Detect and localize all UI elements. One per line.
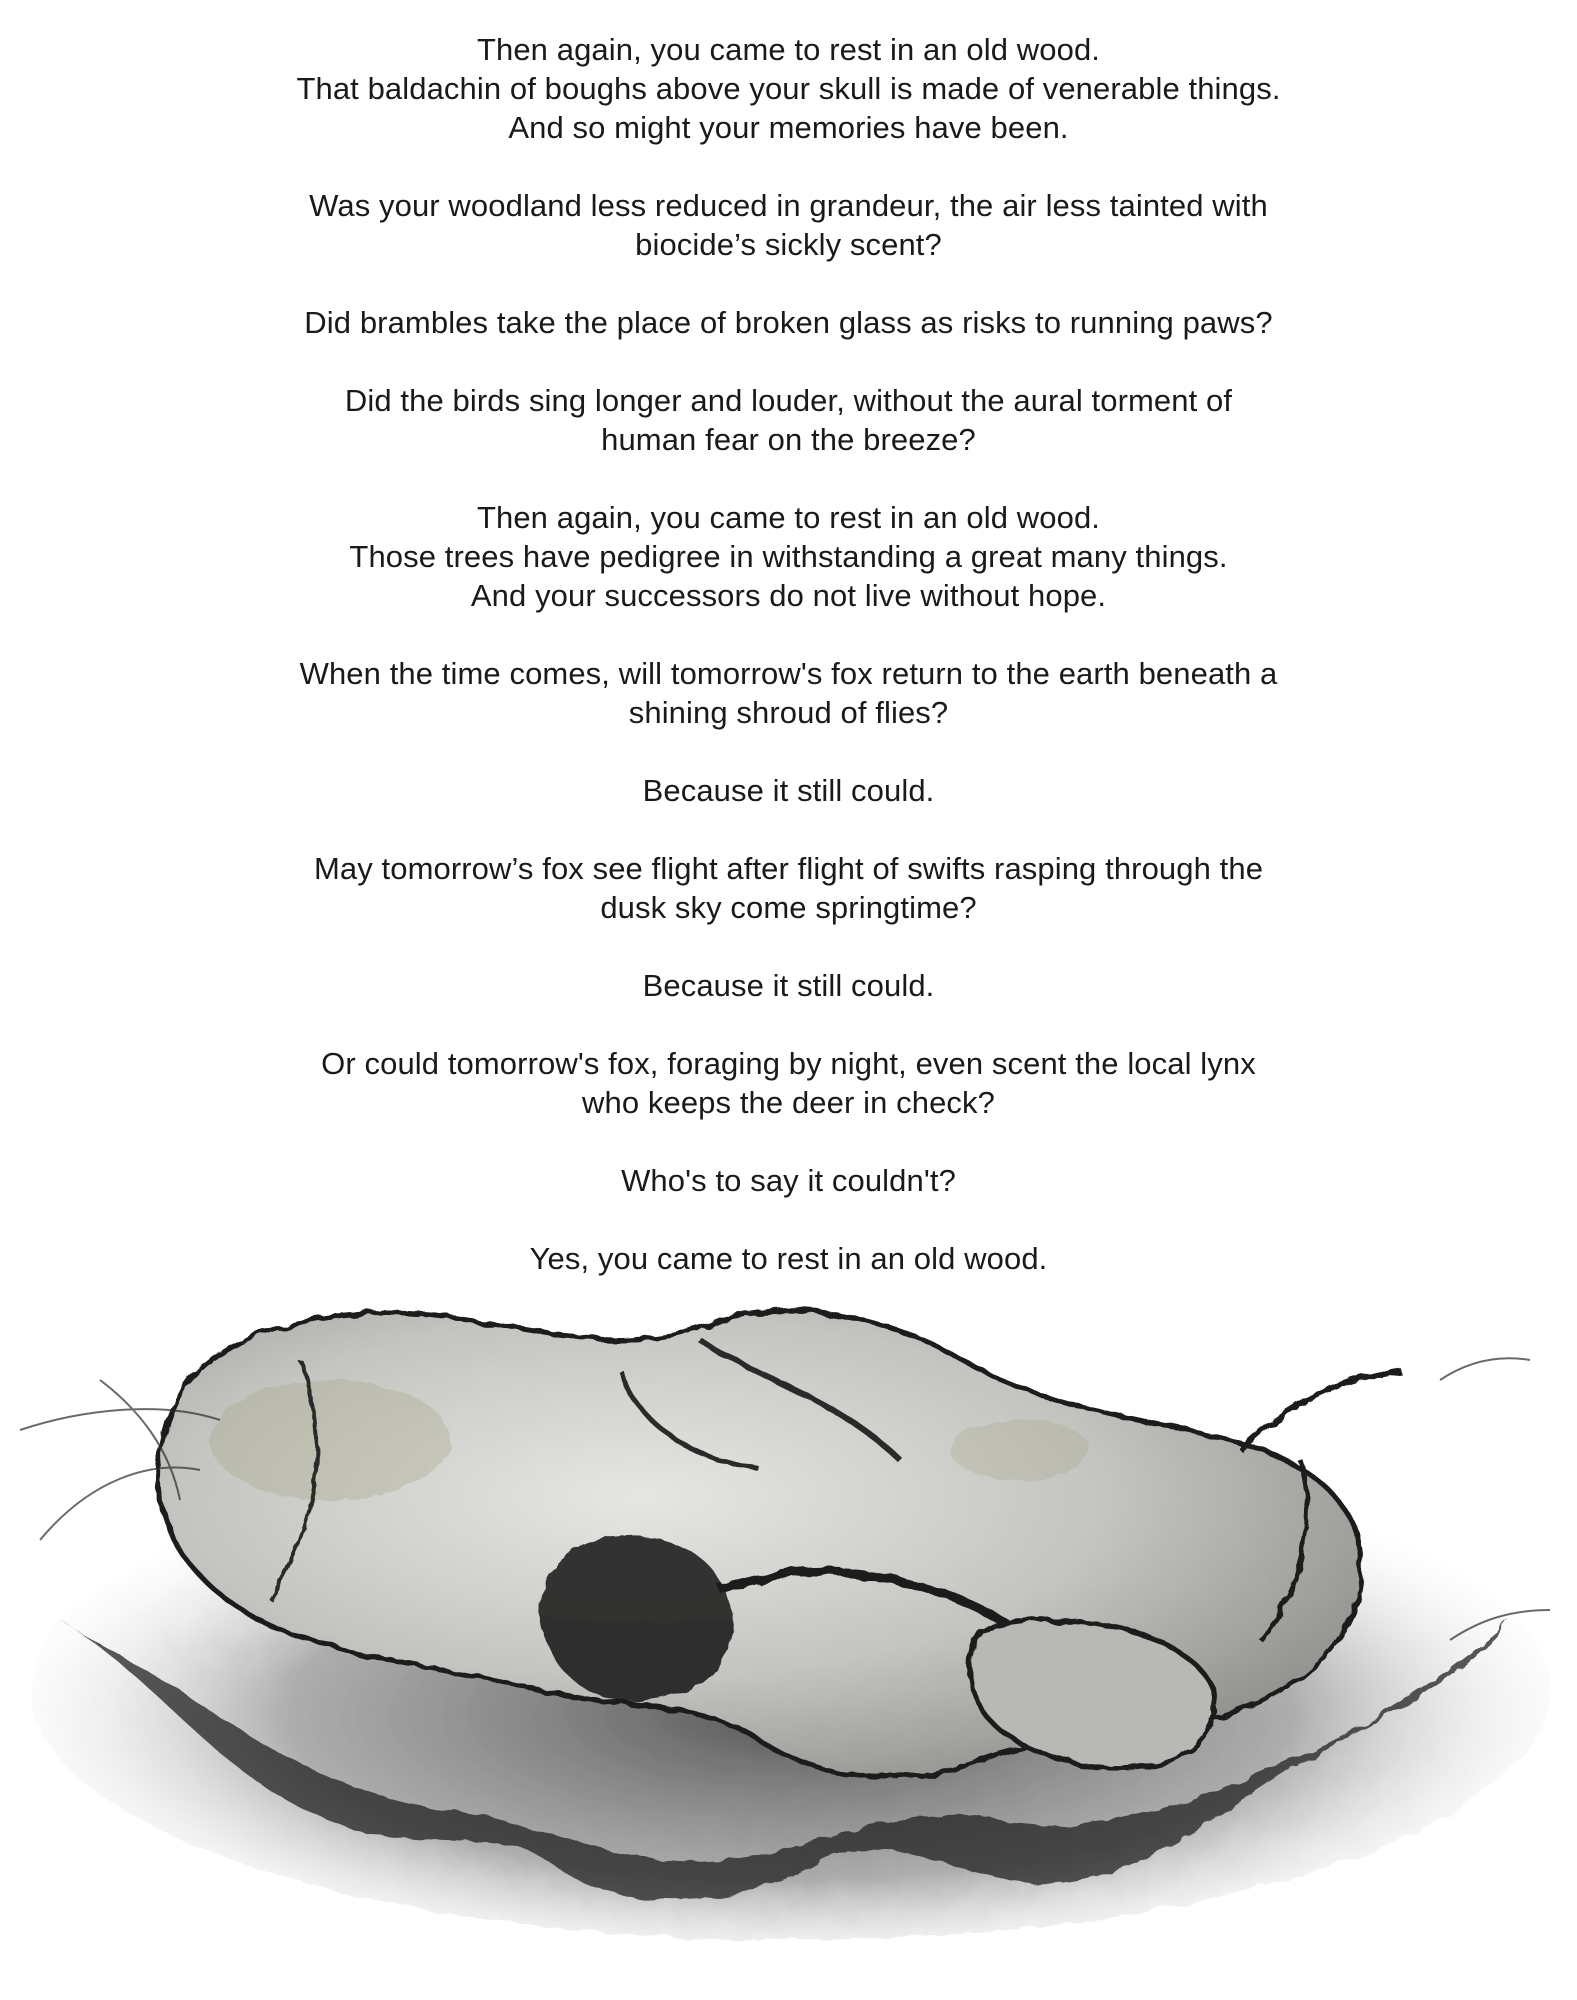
- fox-skull-illustration: [0, 1260, 1577, 1960]
- poem-line: When the time comes, will tomorrow's fox return to the earth beneath a: [299, 656, 1278, 691]
- poem-line: Who's to say it couldn't?: [621, 1163, 956, 1198]
- poem-line: Yes, you came to rest in an old wood.: [529, 1241, 1048, 1276]
- suture-line: [1240, 1370, 1400, 1450]
- poem-line: Did the birds sing longer and louder, without the aural torment of: [344, 383, 1233, 418]
- poem-line: dusk sky come springtime?: [600, 890, 977, 925]
- poem-text: [0, 30, 1577, 1317]
- moss-patch: [210, 1380, 450, 1500]
- stanza-11: [0, 1161, 1577, 1200]
- stanza-6: [0, 654, 1577, 732]
- poem-line: Those trees have pedigree in withstanding a great many things.: [349, 539, 1228, 574]
- poem-line: Or could tomorrow's fox, foraging by night, even scent the local lynx: [321, 1046, 1256, 1081]
- moss-patch: [950, 1420, 1090, 1480]
- stanza-5: [0, 498, 1577, 615]
- poem-line: Then again, you came to rest in an old wood.: [476, 500, 1101, 535]
- poem-line: human fear on the breeze?: [601, 422, 976, 457]
- stanza-2: [0, 186, 1577, 264]
- stanza-3: [0, 303, 1577, 342]
- stanza-8: [0, 849, 1577, 927]
- poem-line: May tomorrow’s fox see flight after flight of swifts rasping through the: [313, 851, 1264, 886]
- stanza-7: [0, 771, 1577, 810]
- stanza-1: [0, 30, 1577, 147]
- poem-line: Then again, you came to rest in an old wood.: [476, 32, 1101, 67]
- poem-line: And so might your memories have been.: [508, 110, 1069, 145]
- poem-line: shining shroud of flies?: [628, 695, 949, 730]
- stanza-4: [0, 381, 1577, 459]
- poem-line: Did brambles take the place of broken glass as risks to running paws?: [304, 305, 1273, 340]
- poem-line: And your successors do not live without hope.: [470, 578, 1107, 613]
- poem-line: biocide’s sickly scent?: [635, 227, 942, 262]
- stanza-9: [0, 966, 1577, 1005]
- poem-line: Was your woodland less reduced in grandeur, the air less tainted with: [309, 188, 1268, 223]
- poem-line: Because it still could.: [642, 773, 935, 808]
- poem-line: Because it still could.: [642, 968, 935, 1003]
- poem-line: who keeps the deer in check?: [582, 1085, 995, 1120]
- stanza-10: [0, 1044, 1577, 1122]
- poem-line: That baldachin of boughs above your skull is made of venerable things.: [296, 71, 1281, 106]
